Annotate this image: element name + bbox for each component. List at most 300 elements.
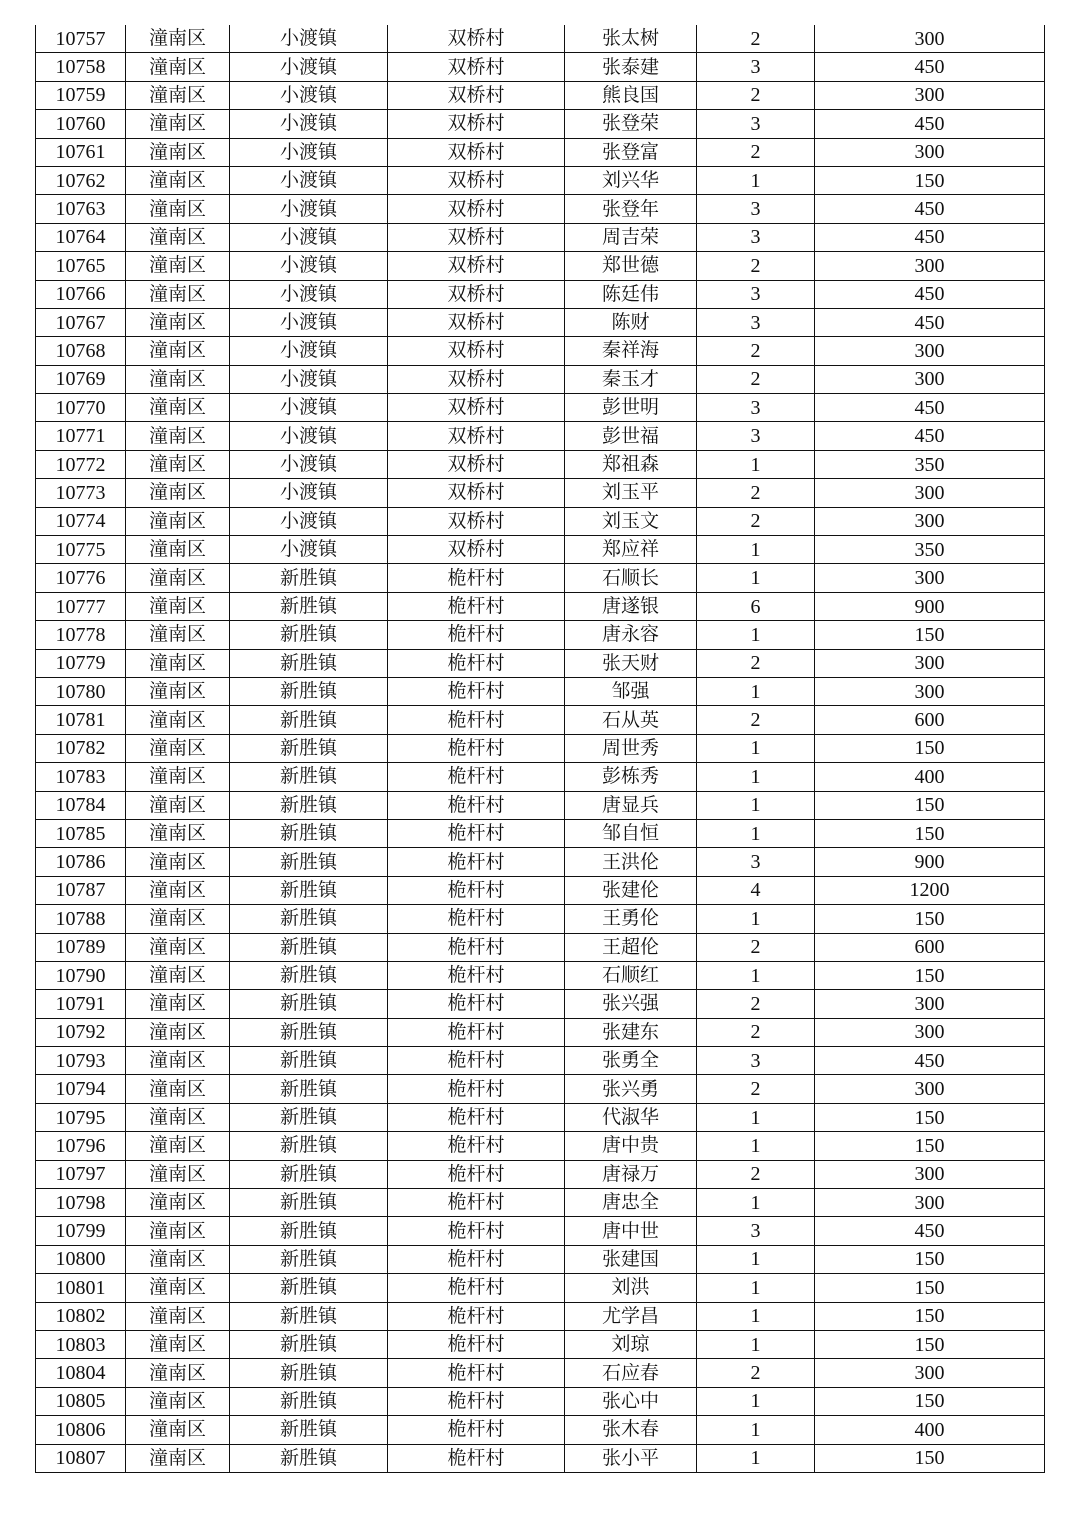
table-row: [36, 536, 1045, 564]
district-cell: 潼南区: [126, 905, 230, 933]
village-cell: 双桥村: [388, 337, 565, 365]
village-cell: 桅杆村: [388, 1217, 565, 1245]
name-cell: 郑应祥: [565, 536, 697, 564]
table-row: [36, 138, 1045, 166]
town-cell: 新胜镇: [230, 990, 388, 1018]
town-cell: 小渡镇: [230, 138, 388, 166]
amount-cell: 400: [815, 1416, 1045, 1444]
table-row: [36, 507, 1045, 535]
name-cell: 尤学昌: [565, 1302, 697, 1330]
village-cell: 双桥村: [388, 195, 565, 223]
record-number-cell: 10782: [36, 734, 126, 762]
count-cell: 2: [697, 1075, 815, 1103]
village-cell: 双桥村: [388, 394, 565, 422]
amount-cell: 300: [815, 138, 1045, 166]
amount-cell: 300: [815, 252, 1045, 280]
amount-cell: 150: [815, 734, 1045, 762]
table-row: [36, 791, 1045, 819]
town-cell: 新胜镇: [230, 1359, 388, 1387]
town-cell: 新胜镇: [230, 1018, 388, 1046]
table-row: [36, 337, 1045, 365]
record-number-cell: 10804: [36, 1359, 126, 1387]
district-cell: 潼南区: [126, 1302, 230, 1330]
village-cell: 桅杆村: [388, 734, 565, 762]
name-cell: 张建国: [565, 1245, 697, 1273]
name-cell: 彭世福: [565, 422, 697, 450]
village-cell: 桅杆村: [388, 1132, 565, 1160]
name-cell: 刘琼: [565, 1330, 697, 1358]
amount-cell: 300: [815, 479, 1045, 507]
district-cell: 潼南区: [126, 1444, 230, 1472]
district-cell: 潼南区: [126, 1359, 230, 1387]
district-cell: 潼南区: [126, 621, 230, 649]
name-cell: 刘兴华: [565, 166, 697, 194]
name-cell: 张勇全: [565, 1047, 697, 1075]
village-cell: 双桥村: [388, 422, 565, 450]
table-row: [36, 53, 1045, 81]
amount-cell: 450: [815, 280, 1045, 308]
count-cell: 2: [697, 1359, 815, 1387]
count-cell: 1: [697, 1245, 815, 1273]
district-cell: 潼南区: [126, 166, 230, 194]
table-row: [36, 252, 1045, 280]
count-cell: 3: [697, 308, 815, 336]
table-row: [36, 1132, 1045, 1160]
record-number-cell: 10764: [36, 223, 126, 251]
name-cell: 王超伦: [565, 933, 697, 961]
table-row: [36, 905, 1045, 933]
record-number-cell: 10762: [36, 166, 126, 194]
district-cell: 潼南区: [126, 819, 230, 847]
district-cell: 潼南区: [126, 53, 230, 81]
village-cell: 桅杆村: [388, 1302, 565, 1330]
district-cell: 潼南区: [126, 252, 230, 280]
count-cell: 3: [697, 394, 815, 422]
district-cell: 潼南区: [126, 422, 230, 450]
village-cell: 双桥村: [388, 507, 565, 535]
count-cell: 1: [697, 1189, 815, 1217]
record-number-cell: 10765: [36, 252, 126, 280]
count-cell: 1: [697, 1416, 815, 1444]
count-cell: 1: [697, 1387, 815, 1415]
record-number-cell: 10791: [36, 990, 126, 1018]
count-cell: 2: [697, 138, 815, 166]
village-cell: 桅杆村: [388, 990, 565, 1018]
district-cell: 潼南区: [126, 223, 230, 251]
record-number-cell: 10790: [36, 961, 126, 989]
village-cell: 桅杆村: [388, 791, 565, 819]
village-cell: 桅杆村: [388, 763, 565, 791]
table-row: [36, 677, 1045, 705]
district-cell: 潼南区: [126, 280, 230, 308]
district-cell: 潼南区: [126, 25, 230, 53]
table-row: [36, 819, 1045, 847]
amount-cell: 300: [815, 81, 1045, 109]
name-cell: 张天财: [565, 649, 697, 677]
amount-cell: 450: [815, 1047, 1045, 1075]
record-number-cell: 10760: [36, 110, 126, 138]
district-cell: 潼南区: [126, 110, 230, 138]
table-row: [36, 365, 1045, 393]
amount-cell: 300: [815, 1160, 1045, 1188]
amount-cell: 600: [815, 933, 1045, 961]
count-cell: 1: [697, 621, 815, 649]
town-cell: 新胜镇: [230, 649, 388, 677]
table-row: [36, 649, 1045, 677]
village-cell: 双桥村: [388, 138, 565, 166]
village-cell: 双桥村: [388, 252, 565, 280]
amount-cell: 300: [815, 365, 1045, 393]
table-row: [36, 1245, 1045, 1273]
amount-cell: 400: [815, 763, 1045, 791]
village-cell: 桅杆村: [388, 848, 565, 876]
town-cell: 小渡镇: [230, 507, 388, 535]
district-cell: 潼南区: [126, 592, 230, 620]
town-cell: 新胜镇: [230, 1274, 388, 1302]
table-row: [36, 1160, 1045, 1188]
village-cell: 双桥村: [388, 81, 565, 109]
village-cell: 双桥村: [388, 479, 565, 507]
record-number-cell: 10773: [36, 479, 126, 507]
count-cell: 3: [697, 848, 815, 876]
village-cell: 桅杆村: [388, 819, 565, 847]
district-cell: 潼南区: [126, 1245, 230, 1273]
town-cell: 新胜镇: [230, 1245, 388, 1273]
amount-cell: 450: [815, 308, 1045, 336]
table-row: [36, 195, 1045, 223]
village-cell: 桅杆村: [388, 1160, 565, 1188]
town-cell: 小渡镇: [230, 81, 388, 109]
table-row: [36, 564, 1045, 592]
village-cell: 双桥村: [388, 53, 565, 81]
count-cell: 2: [697, 649, 815, 677]
record-number-cell: 10799: [36, 1217, 126, 1245]
district-cell: 潼南区: [126, 706, 230, 734]
amount-cell: 900: [815, 848, 1045, 876]
town-cell: 新胜镇: [230, 1302, 388, 1330]
name-cell: 张登年: [565, 195, 697, 223]
record-number-cell: 10758: [36, 53, 126, 81]
count-cell: 1: [697, 677, 815, 705]
town-cell: 新胜镇: [230, 1387, 388, 1415]
district-cell: 潼南区: [126, 1103, 230, 1131]
town-cell: 新胜镇: [230, 961, 388, 989]
district-cell: 潼南区: [126, 394, 230, 422]
district-cell: 潼南区: [126, 308, 230, 336]
town-cell: 小渡镇: [230, 479, 388, 507]
name-cell: 张木春: [565, 1416, 697, 1444]
table-row: [36, 990, 1045, 1018]
town-cell: 新胜镇: [230, 876, 388, 904]
town-cell: 新胜镇: [230, 592, 388, 620]
village-cell: 桅杆村: [388, 1245, 565, 1273]
village-cell: 桅杆村: [388, 961, 565, 989]
amount-cell: 150: [815, 1245, 1045, 1273]
amount-cell: 450: [815, 394, 1045, 422]
count-cell: 2: [697, 933, 815, 961]
subsidy-table: [35, 25, 1045, 1473]
town-cell: 新胜镇: [230, 564, 388, 592]
village-cell: 桅杆村: [388, 876, 565, 904]
count-cell: 1: [697, 166, 815, 194]
table-row: [36, 1444, 1045, 1472]
table-row: [36, 394, 1045, 422]
amount-cell: 150: [815, 166, 1045, 194]
count-cell: 1: [697, 1330, 815, 1358]
count-cell: 3: [697, 1047, 815, 1075]
town-cell: 新胜镇: [230, 1160, 388, 1188]
district-cell: 潼南区: [126, 1217, 230, 1245]
village-cell: 桅杆村: [388, 1047, 565, 1075]
amount-cell: 450: [815, 422, 1045, 450]
name-cell: 周吉荣: [565, 223, 697, 251]
town-cell: 小渡镇: [230, 394, 388, 422]
town-cell: 新胜镇: [230, 1217, 388, 1245]
town-cell: 新胜镇: [230, 1047, 388, 1075]
count-cell: 1: [697, 564, 815, 592]
town-cell: 小渡镇: [230, 110, 388, 138]
district-cell: 潼南区: [126, 365, 230, 393]
name-cell: 张建伦: [565, 876, 697, 904]
count-cell: 3: [697, 280, 815, 308]
amount-cell: 150: [815, 1274, 1045, 1302]
amount-cell: 150: [815, 1103, 1045, 1131]
count-cell: 1: [697, 905, 815, 933]
count-cell: 2: [697, 25, 815, 53]
record-number-cell: 10795: [36, 1103, 126, 1131]
record-number-cell: 10757: [36, 25, 126, 53]
name-cell: 唐永容: [565, 621, 697, 649]
district-cell: 潼南区: [126, 677, 230, 705]
district-cell: 潼南区: [126, 763, 230, 791]
name-cell: 刘玉平: [565, 479, 697, 507]
count-cell: 2: [697, 706, 815, 734]
name-cell: 邹自恒: [565, 819, 697, 847]
name-cell: 石应春: [565, 1359, 697, 1387]
town-cell: 小渡镇: [230, 308, 388, 336]
district-cell: 潼南区: [126, 876, 230, 904]
count-cell: 2: [697, 1160, 815, 1188]
amount-cell: 300: [815, 1359, 1045, 1387]
record-number-cell: 10786: [36, 848, 126, 876]
village-cell: 桅杆村: [388, 1387, 565, 1415]
town-cell: 小渡镇: [230, 223, 388, 251]
count-cell: 3: [697, 1217, 815, 1245]
name-cell: 唐显兵: [565, 791, 697, 819]
record-number-cell: 10778: [36, 621, 126, 649]
count-cell: 2: [697, 1018, 815, 1046]
record-number-cell: 10766: [36, 280, 126, 308]
name-cell: 彭栋秀: [565, 763, 697, 791]
record-number-cell: 10805: [36, 1387, 126, 1415]
record-number-cell: 10784: [36, 791, 126, 819]
record-number-cell: 10789: [36, 933, 126, 961]
table-row: [36, 1387, 1045, 1415]
record-number-cell: 10800: [36, 1245, 126, 1273]
record-number-cell: 10798: [36, 1189, 126, 1217]
village-cell: 双桥村: [388, 110, 565, 138]
town-cell: 小渡镇: [230, 280, 388, 308]
name-cell: 周世秀: [565, 734, 697, 762]
amount-cell: 300: [815, 1075, 1045, 1103]
count-cell: 1: [697, 1132, 815, 1160]
count-cell: 2: [697, 365, 815, 393]
amount-cell: 450: [815, 110, 1045, 138]
table-row: [36, 706, 1045, 734]
count-cell: 2: [697, 507, 815, 535]
town-cell: 小渡镇: [230, 450, 388, 478]
table-row: [36, 763, 1045, 791]
town-cell: 新胜镇: [230, 706, 388, 734]
table-row: [36, 1103, 1045, 1131]
name-cell: 唐禄万: [565, 1160, 697, 1188]
amount-cell: 300: [815, 507, 1045, 535]
name-cell: 石顺红: [565, 961, 697, 989]
amount-cell: 300: [815, 25, 1045, 53]
record-number-cell: 10777: [36, 592, 126, 620]
village-cell: 桅杆村: [388, 649, 565, 677]
village-cell: 桅杆村: [388, 677, 565, 705]
district-cell: 潼南区: [126, 1047, 230, 1075]
record-number-cell: 10807: [36, 1444, 126, 1472]
name-cell: 邹强: [565, 677, 697, 705]
district-cell: 潼南区: [126, 1018, 230, 1046]
town-cell: 新胜镇: [230, 621, 388, 649]
table-row: [36, 25, 1045, 53]
amount-cell: 450: [815, 53, 1045, 81]
town-cell: 小渡镇: [230, 365, 388, 393]
table-row: [36, 223, 1045, 251]
record-number-cell: 10769: [36, 365, 126, 393]
district-cell: 潼南区: [126, 1274, 230, 1302]
town-cell: 新胜镇: [230, 763, 388, 791]
town-cell: 小渡镇: [230, 25, 388, 53]
village-cell: 桅杆村: [388, 1416, 565, 1444]
district-cell: 潼南区: [126, 81, 230, 109]
table-row: [36, 450, 1045, 478]
name-cell: 王勇伦: [565, 905, 697, 933]
village-cell: 桅杆村: [388, 1359, 565, 1387]
table-row: [36, 1330, 1045, 1358]
name-cell: 张登荣: [565, 110, 697, 138]
name-cell: 张小平: [565, 1444, 697, 1472]
town-cell: 新胜镇: [230, 819, 388, 847]
amount-cell: 150: [815, 1387, 1045, 1415]
village-cell: 桅杆村: [388, 905, 565, 933]
town-cell: 小渡镇: [230, 422, 388, 450]
village-cell: 桅杆村: [388, 1189, 565, 1217]
town-cell: 新胜镇: [230, 1103, 388, 1131]
record-number-cell: 10783: [36, 763, 126, 791]
name-cell: 秦祥海: [565, 337, 697, 365]
district-cell: 潼南区: [126, 1160, 230, 1188]
record-number-cell: 10788: [36, 905, 126, 933]
name-cell: 郑祖森: [565, 450, 697, 478]
record-number-cell: 10779: [36, 649, 126, 677]
town-cell: 新胜镇: [230, 1416, 388, 1444]
village-cell: 桅杆村: [388, 1274, 565, 1302]
district-cell: 潼南区: [126, 1387, 230, 1415]
town-cell: 新胜镇: [230, 677, 388, 705]
record-number-cell: 10759: [36, 81, 126, 109]
district-cell: 潼南区: [126, 138, 230, 166]
village-cell: 桅杆村: [388, 1103, 565, 1131]
district-cell: 潼南区: [126, 649, 230, 677]
name-cell: 唐遂银: [565, 592, 697, 620]
district-cell: 潼南区: [126, 1189, 230, 1217]
district-cell: 潼南区: [126, 479, 230, 507]
table-row: [36, 1018, 1045, 1046]
count-cell: 1: [697, 1302, 815, 1330]
district-cell: 潼南区: [126, 791, 230, 819]
count-cell: 2: [697, 337, 815, 365]
town-cell: 小渡镇: [230, 195, 388, 223]
record-number-cell: 10772: [36, 450, 126, 478]
amount-cell: 1200: [815, 876, 1045, 904]
count-cell: 3: [697, 110, 815, 138]
record-number-cell: 10785: [36, 819, 126, 847]
count-cell: 1: [697, 1103, 815, 1131]
village-cell: 双桥村: [388, 308, 565, 336]
count-cell: 4: [697, 876, 815, 904]
name-cell: 唐中世: [565, 1217, 697, 1245]
district-cell: 潼南区: [126, 536, 230, 564]
record-number-cell: 10775: [36, 536, 126, 564]
amount-cell: 300: [815, 677, 1045, 705]
village-cell: 桅杆村: [388, 1444, 565, 1472]
amount-cell: 150: [815, 1302, 1045, 1330]
table-row: [36, 1274, 1045, 1302]
table-row: [36, 1217, 1045, 1245]
count-cell: 1: [697, 819, 815, 847]
amount-cell: 600: [815, 706, 1045, 734]
town-cell: 新胜镇: [230, 1075, 388, 1103]
village-cell: 桅杆村: [388, 706, 565, 734]
town-cell: 小渡镇: [230, 252, 388, 280]
town-cell: 新胜镇: [230, 1189, 388, 1217]
district-cell: 潼南区: [126, 1330, 230, 1358]
record-number-cell: 10787: [36, 876, 126, 904]
town-cell: 新胜镇: [230, 791, 388, 819]
table-row: [36, 592, 1045, 620]
count-cell: 1: [697, 961, 815, 989]
record-number-cell: 10802: [36, 1302, 126, 1330]
table-row: [36, 479, 1045, 507]
town-cell: 小渡镇: [230, 536, 388, 564]
district-cell: 潼南区: [126, 195, 230, 223]
table-body: [36, 25, 1045, 1472]
district-cell: 潼南区: [126, 734, 230, 762]
count-cell: 1: [697, 1274, 815, 1302]
amount-cell: 150: [815, 1444, 1045, 1472]
name-cell: 石从英: [565, 706, 697, 734]
table-row: [36, 1359, 1045, 1387]
village-cell: 双桥村: [388, 166, 565, 194]
village-cell: 双桥村: [388, 536, 565, 564]
name-cell: 张泰建: [565, 53, 697, 81]
amount-cell: 350: [815, 536, 1045, 564]
count-cell: 6: [697, 592, 815, 620]
district-cell: 潼南区: [126, 1416, 230, 1444]
amount-cell: 150: [815, 791, 1045, 819]
district-cell: 潼南区: [126, 337, 230, 365]
count-cell: 3: [697, 422, 815, 450]
name-cell: 陈廷伟: [565, 280, 697, 308]
table-row: [36, 308, 1045, 336]
count-cell: 1: [697, 791, 815, 819]
district-cell: 潼南区: [126, 933, 230, 961]
record-number-cell: 10792: [36, 1018, 126, 1046]
